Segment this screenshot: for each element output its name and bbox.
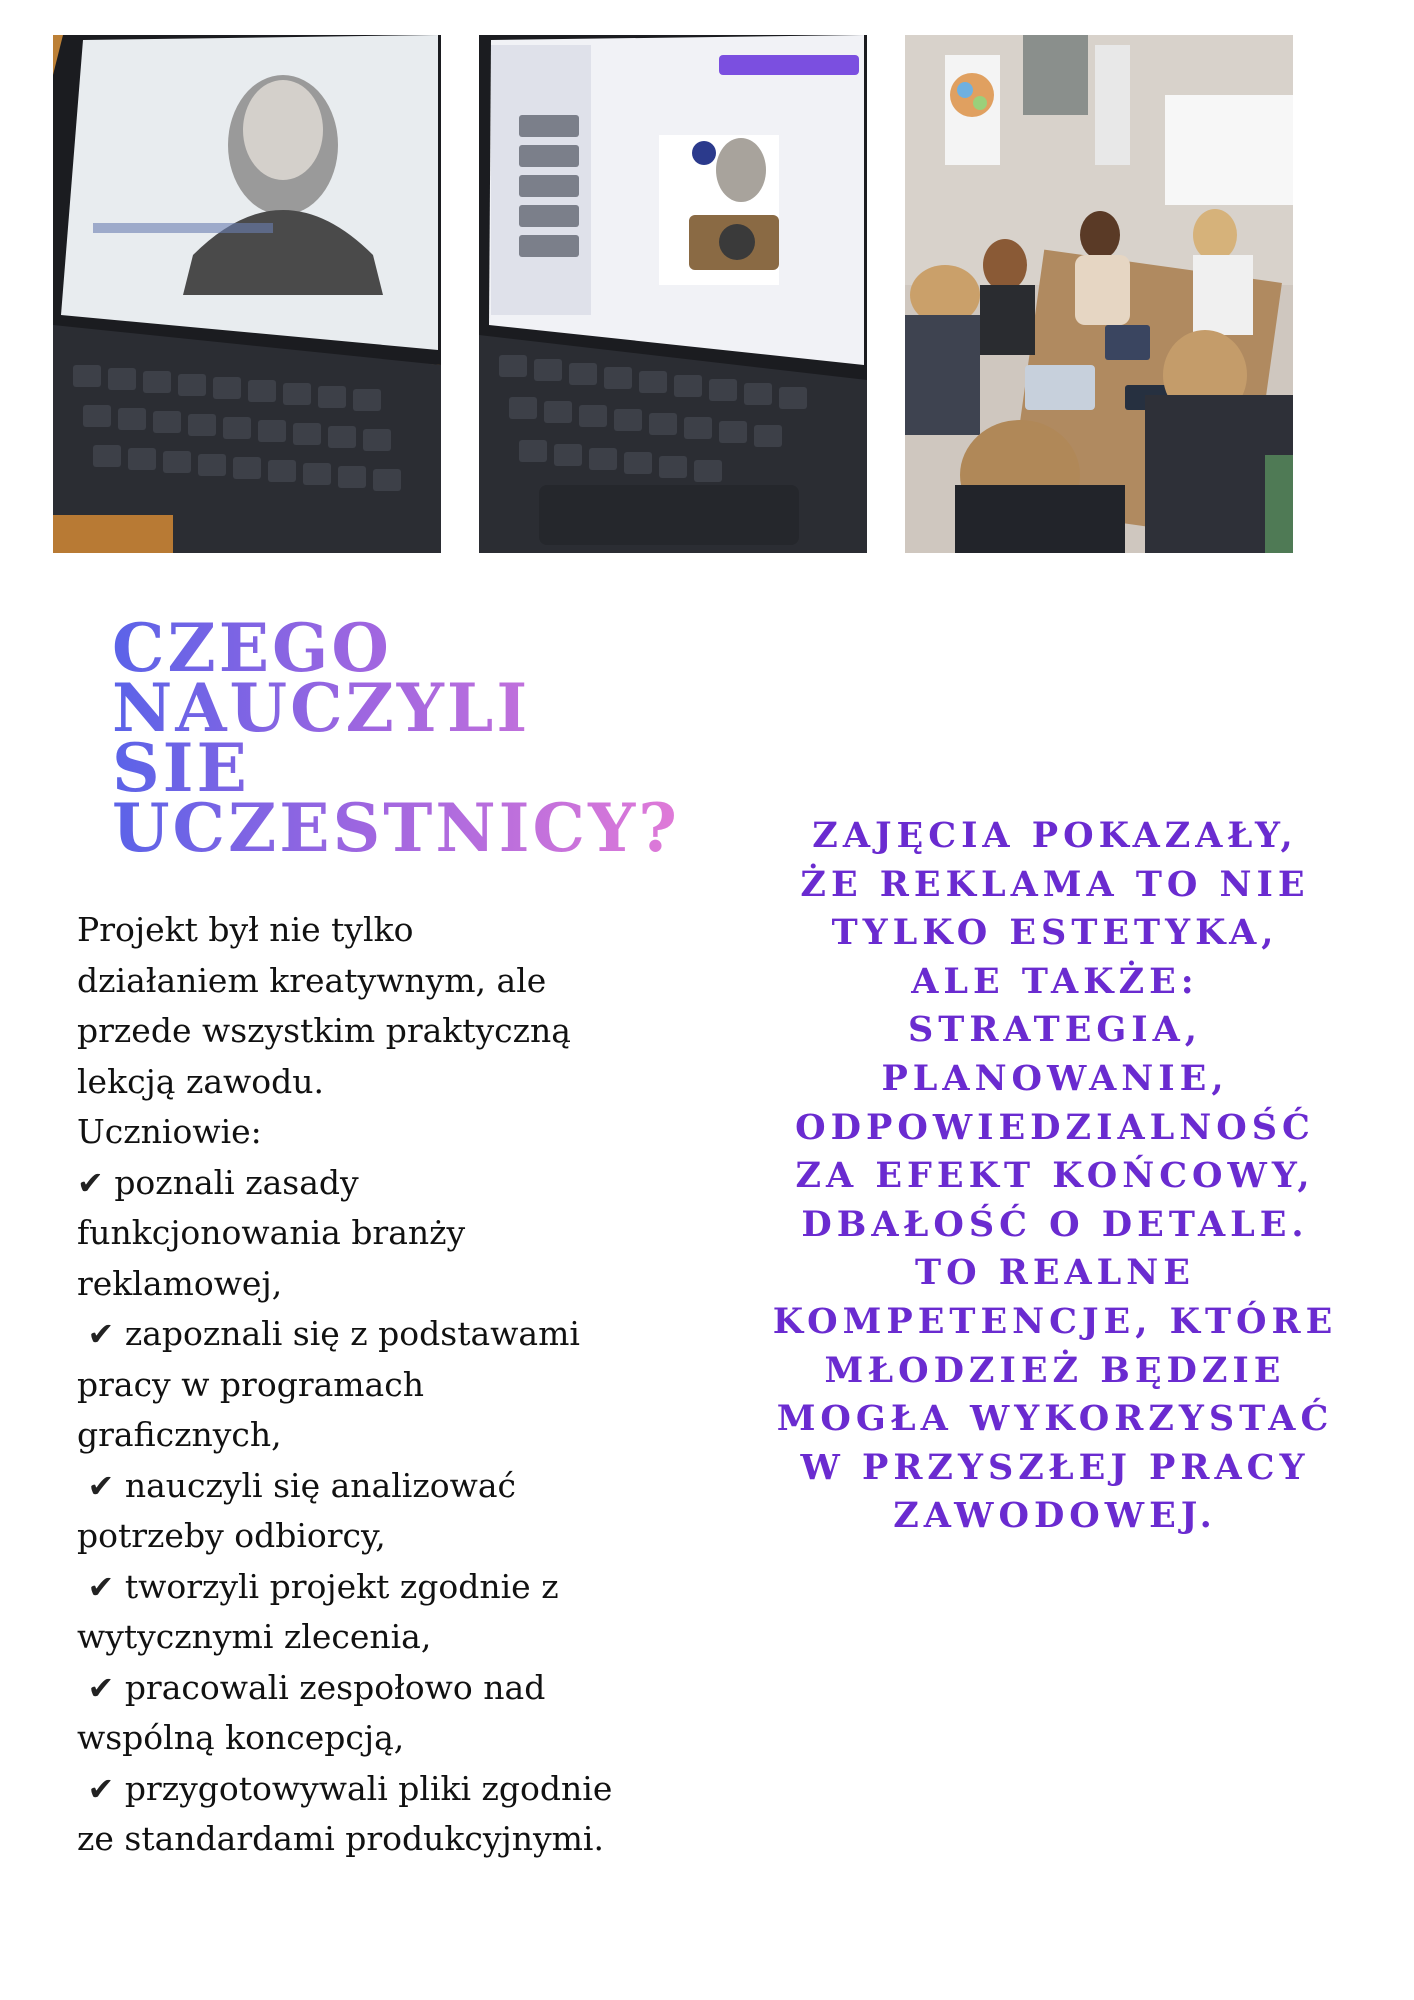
- text-line: pracy w programach: [77, 1364, 424, 1404]
- quote-line: ODPOWIEDZIALNOŚĆ: [795, 1106, 1315, 1148]
- text-line: poznali zasady: [114, 1162, 359, 1202]
- heading-line: NAUCZYLI: [112, 669, 531, 747]
- checkmark-icon: ✔: [77, 1163, 104, 1202]
- learning-outcomes: [77, 905, 677, 1865]
- section-heading: [112, 609, 680, 867]
- quote-line: TO REALNE: [915, 1252, 1195, 1294]
- quote-line: TYLKO ESTETYKA,: [831, 912, 1279, 954]
- quote-line: PLANOWANIE,: [881, 1057, 1229, 1099]
- list-item: [77, 1663, 677, 1764]
- text-line: nauczyli się analizować: [124, 1465, 516, 1505]
- text-line: wytycznymi zlecenia,: [77, 1617, 432, 1656]
- checkmark-icon: ✔: [87, 1567, 115, 1606]
- text-line: graficznych,: [77, 1415, 282, 1454]
- heading-line: CZEGO: [112, 609, 392, 687]
- list-item: [77, 1764, 677, 1865]
- list-item: [77, 1158, 677, 1310]
- text-line: potrzeby odbiorcy,: [77, 1516, 386, 1555]
- checkmark-icon: ✔: [87, 1315, 115, 1353]
- quote-line: ZAJĘCIA POKAZAŁY,: [812, 815, 1298, 856]
- checkmark-icon: ✔: [87, 1668, 115, 1707]
- quote-line: STRATEGIA,: [908, 1009, 1202, 1051]
- text-line: funkcjonowania branży: [77, 1213, 466, 1252]
- checkmark-icon: ✔: [87, 1466, 115, 1505]
- photo-tablet-design-editor: [479, 35, 867, 553]
- photo-tablet-portrait: [53, 35, 441, 553]
- summary-quote: [770, 812, 1340, 1541]
- text-line: wspólną koncepcją,: [77, 1718, 405, 1757]
- quote-line: ŻE REKLAMA TO NIE: [800, 863, 1310, 905]
- text-line: przygotowywali pliki zgodnie: [124, 1768, 613, 1808]
- quote-line: MOGŁA WYKORZYSTAĆ: [776, 1398, 1334, 1440]
- text-line: tworzyli projekt zgodnie z: [124, 1566, 559, 1606]
- photo-students-classroom: [905, 35, 1293, 553]
- heading-line: SIE: [112, 729, 250, 807]
- list-item: [77, 1309, 677, 1461]
- list-item: [77, 1562, 677, 1663]
- text-line: lekcją zawodu.: [77, 1061, 325, 1101]
- text-line: Projekt był nie tylko: [77, 910, 414, 949]
- checkmark-icon: ✔: [87, 1769, 115, 1808]
- lead-line: Uczniowie:: [77, 1112, 262, 1151]
- text-line: przede wszystkim praktyczną: [77, 1011, 571, 1050]
- list-item: [77, 1461, 677, 1562]
- quote-line: ZAWODOWEJ.: [893, 1495, 1217, 1537]
- text-line: zapoznali się z podstawami: [124, 1314, 580, 1353]
- quote-line: DBAŁOŚĆ O DETALE.: [801, 1203, 1309, 1245]
- quote-line: ZA EFEKT KOŃCOWY,: [795, 1155, 1315, 1197]
- quote-line: MŁODZIEŻ BĘDZIE: [824, 1349, 1286, 1391]
- heading-line: UCZESTNICY?: [112, 789, 680, 867]
- quote-line: KOMPETENCJE, KTÓRE: [772, 1300, 1338, 1342]
- quote-line: ALE TAKŻE:: [911, 960, 1199, 1002]
- text-line: reklamowej,: [77, 1263, 283, 1303]
- quote-line: W PRZYSZŁEJ PRACY: [800, 1446, 1310, 1488]
- text-line: pracowali zespołowo nad: [124, 1667, 546, 1707]
- text-line: ze standardami produkcyjnymi.: [77, 1819, 604, 1858]
- text-line: działaniem kreatywnym, ale: [77, 960, 547, 1000]
- intro-paragraph: [77, 905, 677, 1158]
